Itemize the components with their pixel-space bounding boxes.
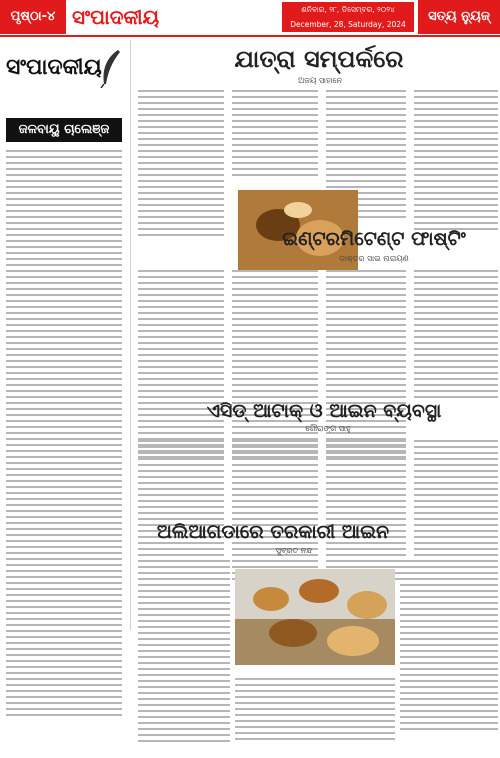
editorial-heading-box <box>6 46 122 100</box>
editorial-heading: ସଂପାଦକୀୟ <box>6 54 102 80</box>
article-body-aliagada-col1 <box>138 560 230 746</box>
masthead-rule <box>0 35 500 37</box>
article-author-yatra: ଅଜୟ ସାହାନେ <box>297 76 343 85</box>
date-english: December, 28, Saturday, 2024 <box>290 20 406 29</box>
quill-pen-icon <box>98 48 122 88</box>
brand-logo: ସତ୍ୟ ନ୍ୟୁଜ୍ <box>418 0 500 34</box>
article-body-acid-col3 <box>326 440 406 584</box>
editorial-column <box>0 40 126 758</box>
date-box <box>282 2 414 32</box>
article-author-aliagada: ସୁବ୍ରତ ନନ୍ଦ <box>275 546 313 555</box>
masthead <box>0 0 500 34</box>
editorial-title: ଜଳବାୟୁ ଚାଲେଞ୍ଜ <box>6 118 122 142</box>
column-divider <box>130 40 131 630</box>
article-body-yatra-col2 <box>232 90 318 180</box>
article-body-aliagada-col2 <box>400 560 498 734</box>
article-title-acid: ଏସିଡ୍ ଆଟାକ୍ ଓ ଆଇନ ବ୍ୟବସ୍ଥା <box>206 400 442 422</box>
date-odia: ଶନିବାର, ୨୮, ଡିସେମ୍ବର, ୨୦୨୪ <box>301 5 395 14</box>
article-body-aliagada-bottom <box>235 678 395 744</box>
editorial-body-text <box>6 150 122 720</box>
page-number-label: ପୃଷ୍ଠା-୪ <box>0 0 66 34</box>
article-body-fasting-col4 <box>414 270 498 402</box>
article-body-yatra-col1 <box>138 90 224 240</box>
article-author-acid: ଗୌରାଙ୍ଗ ସାହୁ <box>305 424 351 433</box>
article-photo-food-plates <box>235 569 395 665</box>
article-title-aliagada: ଅଲିଆଗଡାରେ ତରକାରୀ ଆଇନ <box>156 521 390 543</box>
article-body-fasting-col1 <box>138 270 224 462</box>
article-body-acid-col2 <box>232 440 318 584</box>
article-title-fasting: ଇଣ୍ଟରମିଟେଣ୍ଟ ଫାଷ୍ଟିଂ <box>282 228 466 250</box>
article-author-fasting: ଡାକ୍ତର ସାଇ ନାରାୟଣ <box>339 254 409 263</box>
article-title-yatra: ଯାତ୍ରା ସମ୍ପର୍କରେ <box>234 45 404 73</box>
section-title: ସଂପାଦକୀୟ <box>72 5 160 29</box>
article-body-yatra-col4 <box>414 90 498 234</box>
